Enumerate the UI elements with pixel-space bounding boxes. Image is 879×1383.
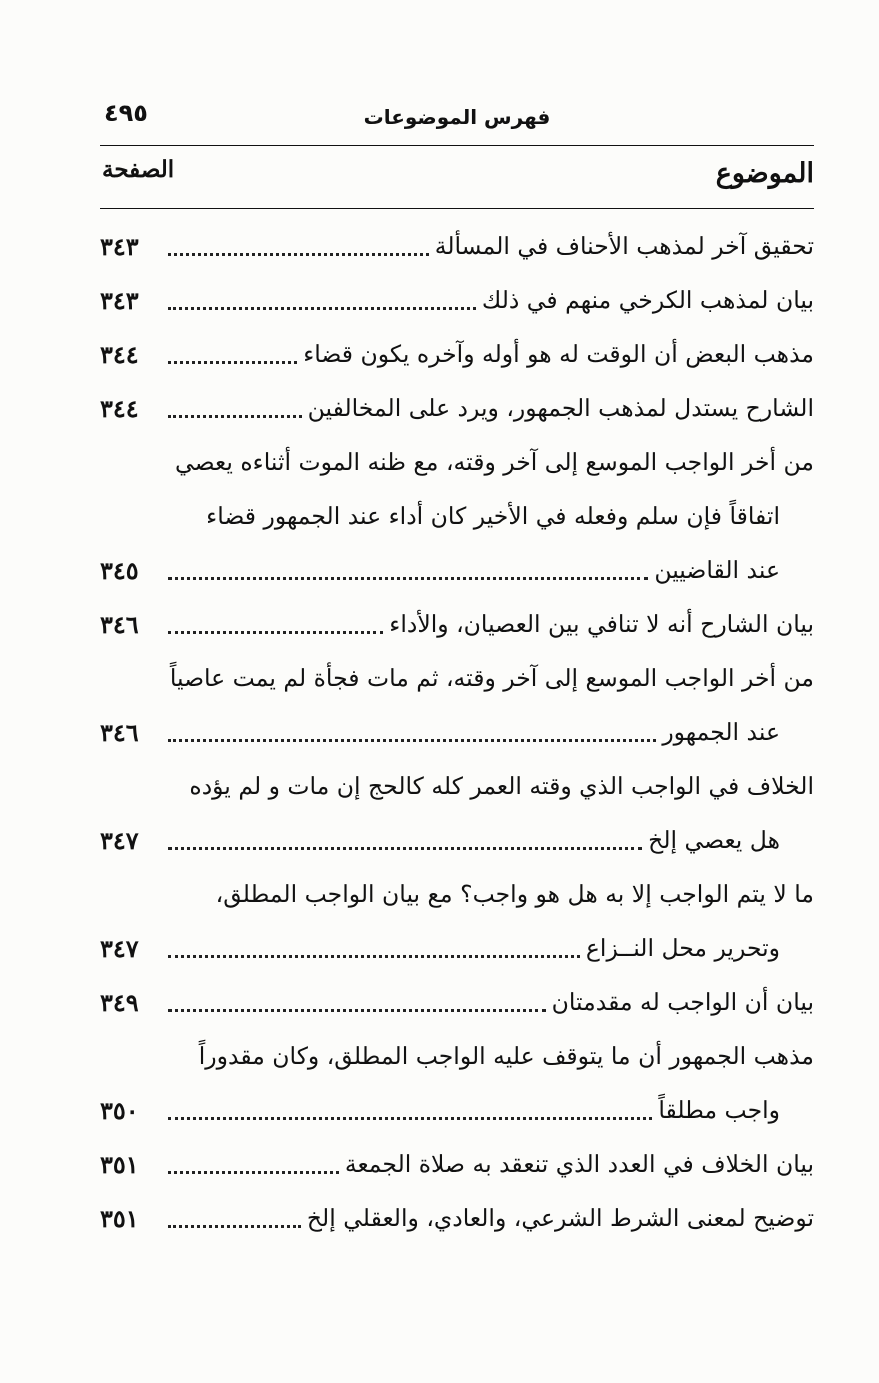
index-entry	[100, 759, 814, 813]
entry-text: عند الجمهور	[662, 718, 780, 746]
dot-leader	[168, 307, 476, 310]
entry-page: ٣٤٥	[100, 555, 139, 585]
entry-text: بيان الخلاف في العدد الذي تنعقد به صلاة الجمعة	[344, 1150, 814, 1178]
index-entry	[100, 975, 814, 1029]
index-entry-continuation	[100, 921, 814, 975]
index-entry	[100, 1029, 814, 1083]
entry-text: اتفاقاً فإن سلم وفعله في الأخير كان أداء عند الجمهور قضاء	[206, 502, 780, 530]
index-entry	[100, 651, 814, 705]
entry-text: توضيح لمعنى الشرط الشرعي، والعادي، والعقلي إلخ	[306, 1204, 814, 1232]
subject-column-heading: الموضوع	[715, 158, 814, 189]
index-entry-continuation	[100, 813, 814, 867]
running-header	[100, 95, 814, 145]
dot-leader	[168, 1171, 339, 1174]
entry-text: من أخر الواجب الموسع إلى آخر وقته، مع ظنه الموت أثناءه يعصي	[175, 448, 814, 476]
index-entry	[100, 435, 814, 489]
entry-text: مذهب الجمهور أن ما يتوقف عليه الواجب المطلق، وكان مقدوراً	[198, 1042, 814, 1070]
dot-leader	[168, 955, 580, 958]
dot-leader	[168, 631, 383, 634]
entry-page: ٣٤٦	[100, 717, 139, 747]
entry-text: عند القاضيين	[654, 556, 780, 584]
entry-page: ٣٤٤	[100, 339, 139, 369]
index-page	[100, 95, 814, 1245]
entry-text: بيان لمذهب الكرخي منهم في ذلك	[481, 286, 814, 314]
entry-text: الشارح يستدل لمذهب الجمهور، ويرد على المخالفين	[307, 394, 814, 422]
entry-page: ٣٤٧	[100, 825, 139, 855]
index-entry-continuation	[100, 543, 814, 597]
entry-text: تحقيق آخر لمذهب الأحناف في المسألة	[434, 232, 814, 260]
index-entry	[100, 381, 814, 435]
entry-page: ٣٥٠	[100, 1095, 139, 1125]
entry-text: بيان أن الواجب له مقدمتان	[551, 988, 814, 1016]
index-entry	[100, 597, 814, 651]
running-title: فهرس الموضوعات	[363, 105, 551, 129]
index-entry	[100, 867, 814, 921]
entry-page: ٣٤٤	[100, 393, 139, 423]
entry-page: ٣٤٦	[100, 609, 139, 639]
entry-text: هل يعصي إلخ	[648, 826, 780, 854]
index-entry	[100, 1191, 814, 1245]
entry-text: من أخر الواجب الموسع إلى آخر وقته، ثم مات فجأة لم يمت عاصياً	[169, 664, 814, 692]
entry-text: مذهب البعض أن الوقت له هو أوله وآخره يكون قضاء	[303, 340, 814, 368]
entry-page: ٣٤٩	[100, 987, 139, 1017]
dot-leader	[168, 577, 648, 580]
entry-page: ٣٥١	[100, 1203, 139, 1233]
entry-text: وتحرير محل النــزاع	[585, 934, 780, 962]
entry-text: ما لا يتم الواجب إلا به هل هو واجب؟ مع بيان الواجب المطلق،	[215, 880, 814, 908]
page-number: ٤٩٥	[104, 99, 148, 127]
entry-page: ٣٤٣	[100, 285, 139, 315]
page-column-heading: الصفحة	[102, 156, 175, 183]
entry-text: واجب مطلقاً	[658, 1096, 780, 1124]
dot-leader	[168, 415, 302, 418]
index-entry	[100, 327, 814, 381]
dot-leader	[168, 847, 642, 850]
dot-leader	[168, 1225, 301, 1228]
entry-page: ٣٤٣	[100, 231, 139, 261]
index-entry	[100, 219, 814, 273]
index-entry-continuation	[100, 1083, 814, 1137]
dot-leader	[168, 1009, 546, 1012]
entry-text: بيان الشارح أنه لا تنافي بين العصيان، والأداء	[389, 610, 814, 638]
entry-text: الخلاف في الواجب الذي وقته العمر كله كالحج إن مات و لم يؤده	[189, 772, 814, 800]
dot-leader	[168, 739, 656, 742]
index-entries	[100, 219, 814, 1245]
index-entry-continuation	[100, 489, 814, 543]
entry-page: ٣٤٧	[100, 933, 139, 963]
index-entry	[100, 273, 814, 327]
dot-leader	[168, 361, 297, 364]
index-entry	[100, 1137, 814, 1191]
dot-leader	[168, 253, 429, 256]
column-headings	[100, 146, 814, 209]
entry-page: ٣٥١	[100, 1149, 139, 1179]
dot-leader	[168, 1117, 652, 1120]
index-entry-continuation	[100, 705, 814, 759]
